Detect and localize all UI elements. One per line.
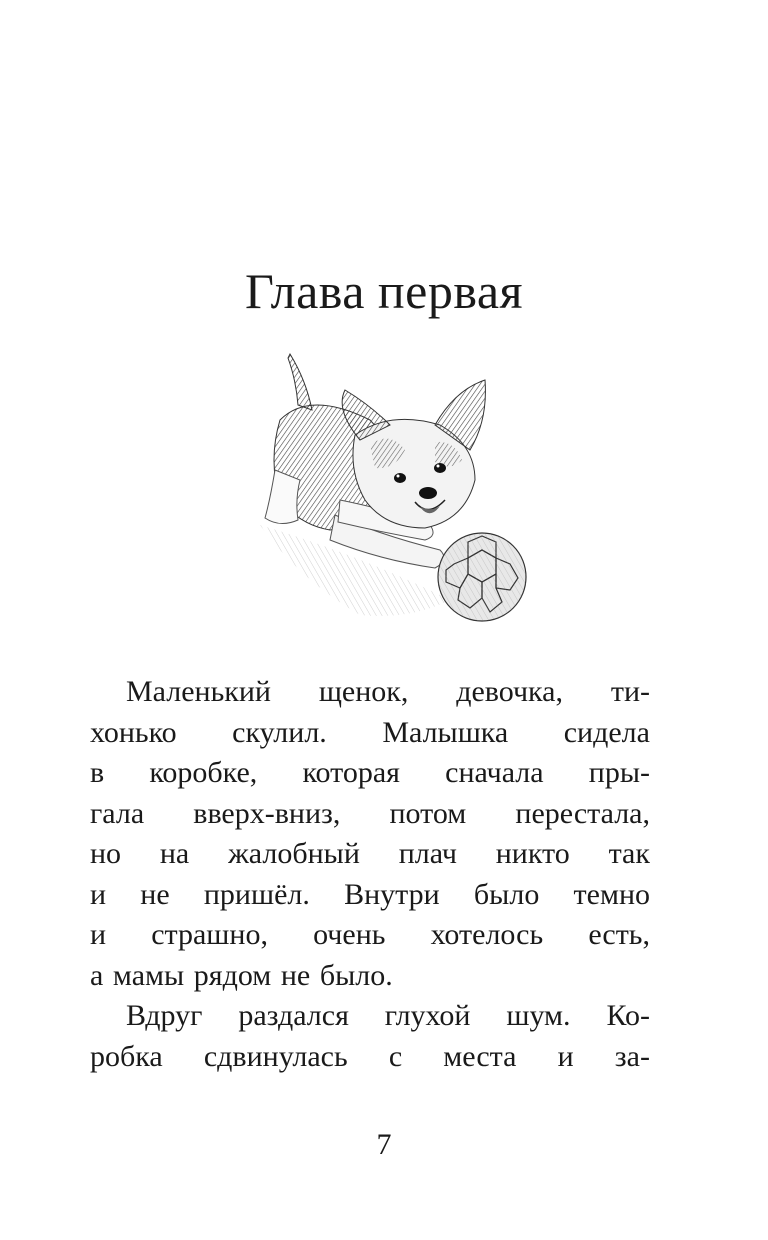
word: было	[473, 877, 540, 911]
word: Вдруг	[126, 999, 203, 1032]
word: хонько	[90, 715, 177, 749]
word: за-	[614, 1039, 650, 1073]
text-line	[90, 753, 650, 794]
word: сидела	[563, 715, 650, 749]
word: Маленький	[126, 675, 271, 708]
word: но	[90, 837, 122, 870]
word: потом	[389, 796, 467, 830]
text-line	[90, 996, 650, 1037]
word: жалобный	[228, 837, 360, 870]
word: пры-	[588, 756, 650, 789]
word: на	[159, 837, 190, 870]
word: ти-	[610, 675, 650, 708]
page-number: 7	[376, 1128, 392, 1161]
word: скулил.	[232, 715, 327, 749]
word: коробке,	[149, 756, 258, 789]
word: шум.	[506, 999, 571, 1032]
word: было.	[319, 958, 393, 992]
word: сдвинулась	[203, 1039, 348, 1073]
text-line	[90, 1037, 650, 1078]
word: не	[140, 877, 170, 911]
word: раздался	[238, 999, 349, 1032]
word: перестала,	[515, 796, 650, 830]
word: не	[280, 958, 311, 992]
word: и	[90, 918, 107, 951]
word: с	[388, 1039, 403, 1073]
word: места	[443, 1039, 517, 1073]
word: Малышка	[382, 715, 509, 749]
word: сначала	[445, 756, 544, 789]
puppy-illustration	[240, 350, 540, 630]
word: и	[557, 1039, 574, 1073]
word: хотелось	[430, 918, 544, 951]
word: щенок,	[318, 675, 409, 708]
word: рядом	[193, 958, 272, 992]
word: и	[90, 877, 107, 911]
text-line	[90, 794, 650, 835]
word: гала	[90, 796, 145, 830]
word: страшно,	[151, 918, 268, 951]
text-line	[90, 875, 650, 916]
word: никто	[495, 837, 570, 870]
word: есть,	[588, 918, 650, 951]
word: в	[90, 756, 105, 789]
word: так	[608, 837, 650, 870]
word: темно	[573, 877, 650, 911]
word: плач	[398, 837, 457, 870]
word: робка	[90, 1039, 163, 1073]
word: глухой	[384, 999, 471, 1032]
word: пришёл.	[203, 877, 310, 911]
word: очень	[313, 918, 386, 951]
chapter-text	[90, 672, 650, 1077]
text-line	[90, 672, 650, 713]
word: Внутри	[344, 877, 440, 911]
word: а	[90, 958, 104, 992]
word: которая	[302, 756, 400, 789]
text-line	[90, 713, 650, 754]
chapter-title: Глава первая	[244, 263, 524, 319]
word: вверх-вниз,	[193, 796, 341, 830]
word: Ко-	[606, 999, 650, 1032]
text-line	[90, 956, 650, 997]
text-line	[90, 915, 650, 956]
word: девочка,	[456, 675, 563, 708]
text-line	[90, 834, 650, 875]
word: мамы	[112, 958, 185, 992]
